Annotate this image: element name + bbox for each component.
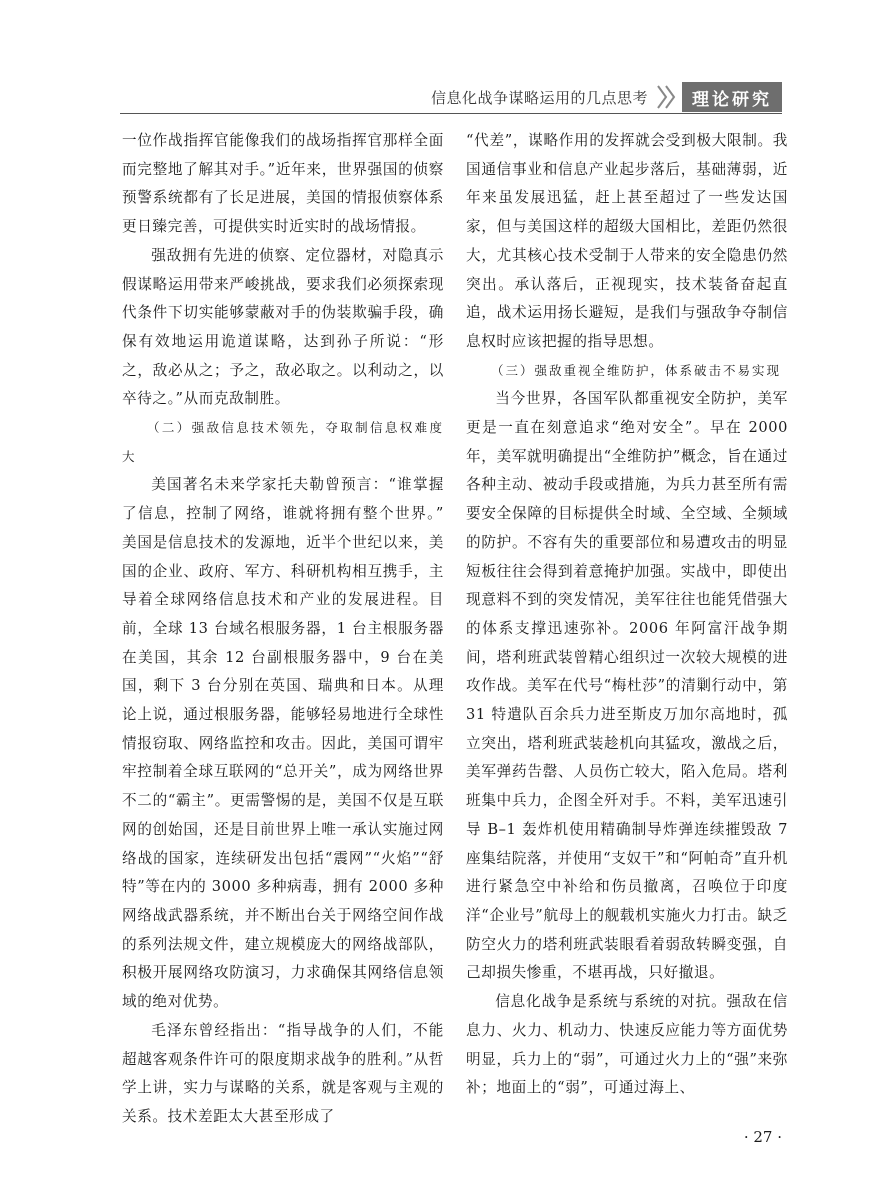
left-column [122, 127, 444, 1132]
body-paragraph: 美国著名未来学家托夫勒曾预言：“谁掌握了信息，控制了网络，谁就将拥有整个世界。” 美国是信息技术的发源地，近半个世纪以来，美国的企业、政府、军方、科研机构相互携手，主导着全球网络信息技术和产业的发展进程。目前，全球 13 台域名根服务器，1 台主根服务器在美国，其余 12 台副根服务器中，9 台在美国，剩下 3 台分别在英国、瑞典和日本。从理论上说，通过根服务器，能够轻易地进行全球性情报窃取、网络监控和攻击。因此，美国可谓牢牢控制着全球互联网的“总开关”，成为网络世界不二的“霸主”。更需警惕的是，美国不仅是互联网的创始国，还是目前世界上唯一承认实施过网络战的国家，连续研发出包括“震网”“火焰”“舒特”等在内的 3000 多种病毒，拥有 2000 多种网络战武器系统，并不断出台关于网络空间作战的系列法规文件，建立规模庞大的网络战部队，积极开展网络攻防演习，力求确保其网络信息领域的绝对优势。 [122, 476, 444, 1011]
body-paragraph: 信息化战争是系统与系统的对抗。强敌在信息力、火力、机动力、快速反应能力等方面优势明显，兵力上的“弱”，可通过火力上的“强”来弥补；地面上的“弱”，可通过海上、 [466, 993, 788, 1097]
body-paragraph: 一位作战指挥官能像我们的战场指挥官那样全面而完整地了解其对手。”近年来，世界强国的侦察预警系统都有了长足进展，美国的情报侦察体系更日臻完善，可提供实时近实时的战场情报。 [122, 132, 444, 236]
section-subheading: （二）强敌信息技术领先，夺取制信息权难度大 [122, 420, 444, 464]
running-header [120, 82, 782, 112]
article-title: 信息化战争谋略运用的几点思考 [430, 88, 648, 107]
section-subheading: （三）强敌重视全维防护，体系破击不易实现 [491, 362, 782, 378]
header-rule [120, 113, 782, 114]
body-paragraph: 毛泽东曾经指出：“指导战争的人们，不能超越客观条件许可的限度期求战争的胜利。”从哲学上讲，实力与谋略的关系，就是客观与主观的关系。技术差距太大甚至形成了 [122, 1021, 444, 1125]
page-number: · 27 · [743, 1128, 782, 1146]
section-label: 理论研究 [682, 82, 782, 112]
right-column [466, 127, 788, 1103]
body-paragraph: 当今世界，各国军队都重视安全防护，美军更是一直在刻意追求“绝对安全”。早在 2000 年，美军就明确提出“全维防护”概念，旨在通过各种主动、被动手段或措施，为兵力甚至所有需要安全保障的目标提供全时域、全空域、全频域的防护。不容有失的重要部位和易遭攻击的明显短板往往会得到着意掩护加强。实战中，即使出现意料不到的突发情况，美军往往也能凭借强大的体系支撑迅速弥补。2006 年阿富汗战争期间，塔利班武装曾精心组织过一次较大规模的进攻作战。美军在代号“梅杜莎”的清剿行动中，第 31 特遣队百余兵力进至斯皮万加尔高地时，孤立突出，塔利班武装趁机向其猛攻，激战之后，美军弹药告罄、人员伤亡较大，陷入危局。塔利班集中兵力，企图全歼对手。不料，美军迅速引导 B–1 轰炸机使用精确制导炸弹连续摧毁敌 7 座集结院落，并使用“支奴干”和“阿帕奇”直升机进行紧急空中补给和伤员撤离，召唤位于印度洋“企业号”航母上的舰载机实施火力打击。缺乏防空火力的塔利班武装眼看着弱敌转瞬变强，自己却损失惨重，不堪再战，只好撤退。 [466, 390, 788, 982]
chevron-right-icon [656, 84, 678, 110]
body-paragraph: “代差”，谋略作用的发挥就会受到极大限制。我国通信事业和信息产业起步落后，基础薄弱，近年来虽发展迅猛，赶上甚至超过了一些发达国家，但与美国这样的超级大国相比，差距仍然很大，尤其核心技术受制于人带来的安全隐患仍然突出。承认落后，正视现实，技术装备奋起直追，战术运用扬长避短，是我们与强敌争夺制信息权时应该把握的指导思想。 [466, 132, 788, 350]
body-paragraph: 强敌拥有先进的侦察、定位器材，对隐真示假谋略运用带来严峻挑战，要求我们必须探索现代条件下切实能够蒙蔽对手的伪装欺骗手段，确保有效地运用诡道谋略，达到孙子所说：“形之，敌必从之；予之，敌必取之。以利动之，以卒待之。”从而克敌制胜。 [122, 246, 444, 408]
